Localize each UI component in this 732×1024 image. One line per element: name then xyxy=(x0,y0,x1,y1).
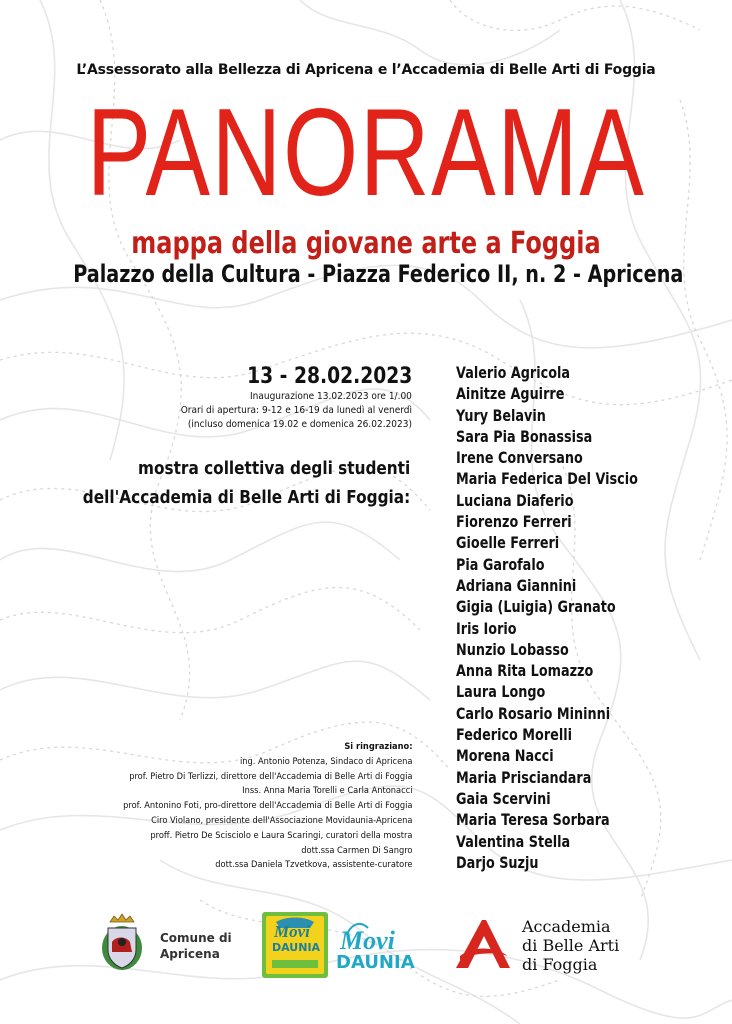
exhibition-title: PANORAMA xyxy=(86,84,646,222)
artist-name: Morena Nacci xyxy=(456,746,554,766)
artist-name: Darjo Suzju xyxy=(456,852,539,872)
artist-name: Laura Longo xyxy=(456,682,546,702)
artist-name: Gigia (Luigia) Granato xyxy=(456,597,616,617)
comune-logo-label xyxy=(160,930,232,962)
acknowledgement-line: proff. Pietro De Scisciolo e Laura Scaringi, curatori della mostra xyxy=(149,829,412,841)
exhibition-dates: 13 - 28.02.2023 xyxy=(246,364,412,389)
daunia-logo-label: DAUNIA xyxy=(336,952,415,973)
accademia-line3: di Foggia xyxy=(522,955,598,974)
artist-name: Yury Belavin xyxy=(456,405,546,425)
acknowledgement-line: dott.ssa Carmen Di Sangro xyxy=(300,844,412,856)
artist-name: Maria Teresa Sorbara xyxy=(456,810,610,830)
exhibition-description-line2: dell'Accademia di Belle Arti di Foggia: xyxy=(82,487,410,508)
exhibition-subtitle: mappa della giovane arte a Foggia xyxy=(131,226,601,261)
accademia-logo-icon xyxy=(452,916,514,972)
movi-badge-label: Movi xyxy=(274,922,310,941)
artist-name: Gaia Scervini xyxy=(456,788,551,808)
comune-line2: Apricena xyxy=(160,947,220,961)
accademia-line2: di Belle Arti xyxy=(522,936,620,955)
acknowledgement-line: prof. Antonino Foti, pro-direttore dell'Accademia di Belle Arti di Foggia xyxy=(122,800,412,812)
acknowledgement-line: ing. Antonio Potenza, Sindaco di Apricena xyxy=(239,755,412,767)
venue: Palazzo della Cultura - Piazza Federico II, n. 2 - Apricena xyxy=(73,260,684,288)
artist-name: Federico Morelli xyxy=(456,725,572,745)
acknowledgement-line: dott.ssa Daniela Tzvetkova, assistente-curatore xyxy=(214,859,412,871)
acknowledgements-heading: Si ringraziano: xyxy=(343,741,412,752)
artist-name: Adriana Giannini xyxy=(456,575,577,595)
accademia-logo-label xyxy=(522,917,619,974)
artist-name: Pia Garofalo xyxy=(456,554,545,574)
artist-name: Carlo Rosario Mininni xyxy=(456,703,611,723)
artist-name: Maria Federica Del Viscio xyxy=(456,469,638,489)
acknowledgement-line: Inss. Anna Maria Torelli e Carla Antonacci xyxy=(241,785,412,797)
artist-name: Iris Iorio xyxy=(456,618,517,638)
acknowledgements xyxy=(91,740,413,873)
artist-name: Nunzio Lobasso xyxy=(456,639,569,659)
artist-name: Irene Conversano xyxy=(456,448,583,468)
opening-hours: Orari di apertura: 9-12 e 16-19 da lunedì al venerdì xyxy=(180,405,412,416)
artist-name: Valentina Stella xyxy=(456,831,571,851)
daunia-badge-label: DAUNIA xyxy=(272,941,321,954)
artist-list xyxy=(456,362,683,873)
header-organizers: L’Assessorato alla Bellezza di Apricena e l’Accademia di Belle Arti di Foggia xyxy=(76,62,656,78)
artist-name: Luciana Diaferio xyxy=(456,490,574,510)
exhibition-description-line1: mostra collettiva degli studenti xyxy=(137,458,410,479)
artist-name: Valerio Agricola xyxy=(456,363,571,382)
acknowledgement-line: prof. Pietro Di Terlizzi, direttore dell'Accademia di Belle Arti di Foggia xyxy=(128,770,412,782)
artist-name: Anna Rita Lomazzo xyxy=(456,661,594,681)
accademia-line1: Accademia xyxy=(522,917,611,936)
opening-hours-note: (incluso domenica 19.02 e domenica 26.02.2023) xyxy=(187,419,412,430)
artist-name: Fiorenzo Ferreri xyxy=(456,512,572,532)
comune-line1: Comune di xyxy=(160,931,232,945)
coat-of-arms-icon xyxy=(96,912,148,974)
acknowledgement-line: Ciro Violano, presidente dell'Associazione Movidaunia-Apricena xyxy=(150,814,412,826)
movi-logo-label: Movi xyxy=(340,926,395,955)
artist-name: Maria Prisciandara xyxy=(456,767,592,787)
artist-name: Sara Pia Bonassisa xyxy=(456,426,593,446)
artist-name: Ainitze Aguirre xyxy=(456,384,565,404)
inauguration-info: Inaugurazione 13.02.2023 ore 1/.00 xyxy=(250,391,412,402)
artist-name: Gioelle Ferreri xyxy=(456,533,560,553)
